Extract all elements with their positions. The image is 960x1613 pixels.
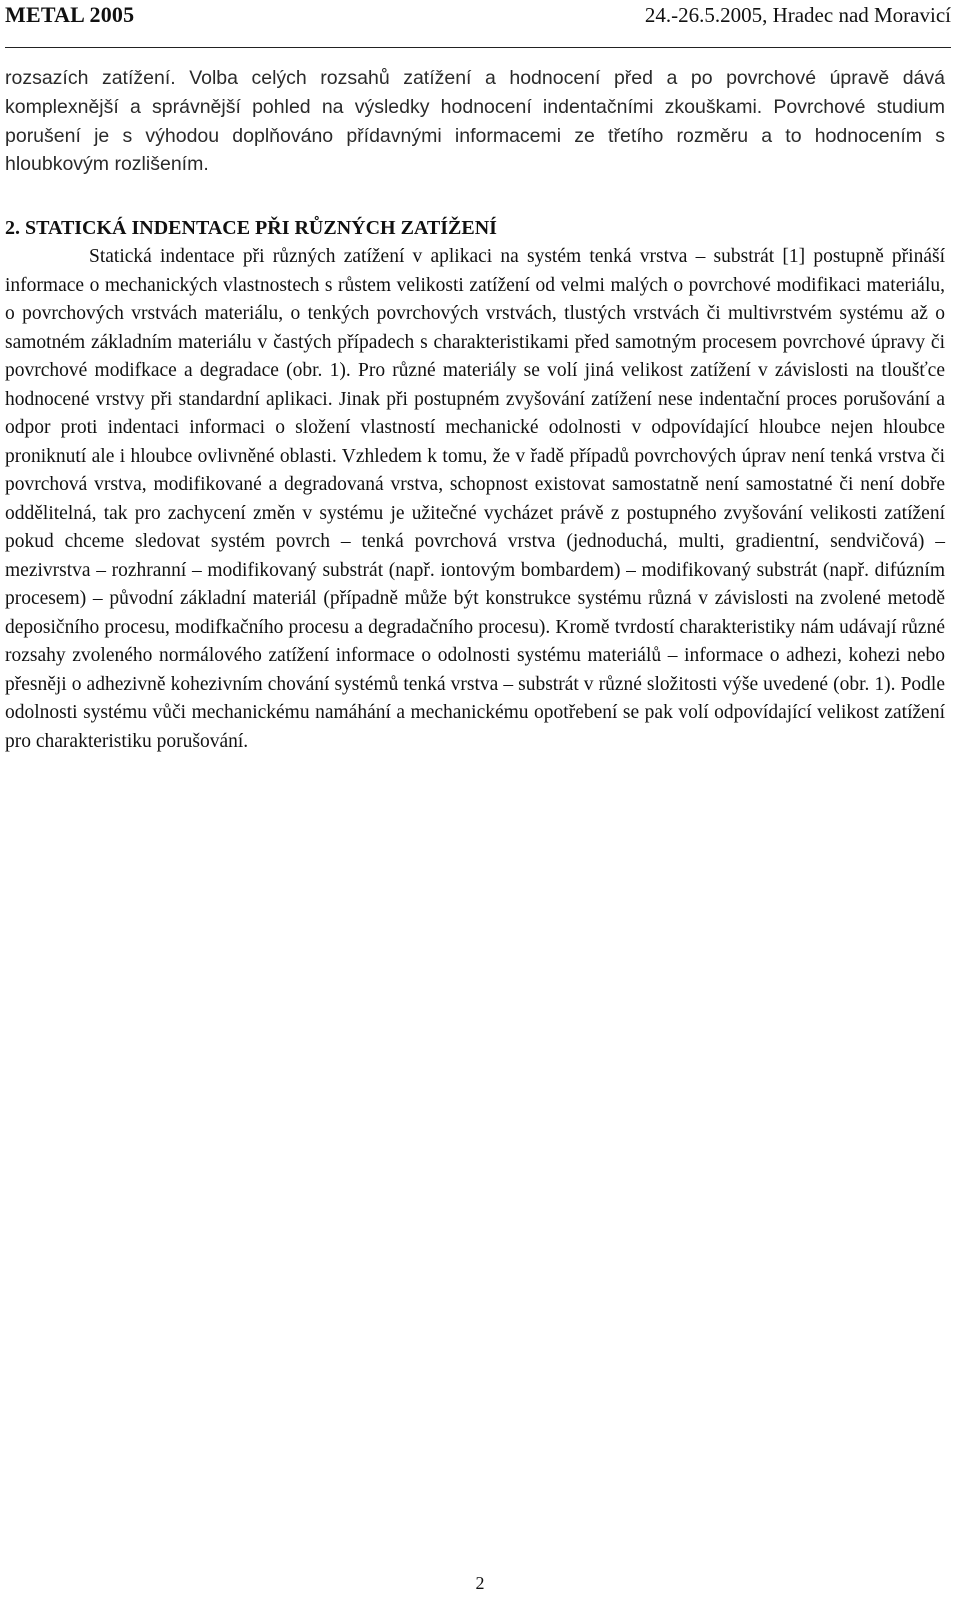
header-divider xyxy=(5,47,951,48)
page-number: 2 xyxy=(475,1573,485,1593)
page-header xyxy=(5,0,951,46)
section-heading: 2. STATICKÁ INDENTACE PŘI RŮZNÝCH ZATÍŽENÍ xyxy=(5,217,497,239)
conference-date-location: 24.-26.5.2005, Hradec nad Moravicí xyxy=(644,3,951,27)
intro-paragraph: rozsazích zatížení. Volba celých rozsahů zatížení a hodnocení před a po povrchové úpravě dává komplexnější a správnější pohled na výsledky hodnocení indentačními zkouškami. Povrchové studium porušení je s výhodou doplňováno přídavnými informacemi ze třetího rozměru a to hodnocením s hloubkovým rozlišením. xyxy=(5,67,945,176)
conference-title: METAL 2005 xyxy=(5,2,135,27)
section-paragraph: Statická indentace při různých zatížení v aplikaci na systém tenká vrstva – substrát [1] postupně přináší informace o mechanických vlastnostech s růstem velikosti zatížení od velmi malých o povrchové modifikaci materiálu, o povrchových vrstvách materiálu, o tenkých povrchových vrstvách, tlustých vrstvách či multivrstvém systému až o samotném základním materiálu v častých případech s charakteristikami před samotným procesem povrchové úpravy či povrchové modifkace a degradace (obr. 1). Pro různé materiály se volí jiná velikost zatížení v závislosti na tloušťce hodnocené vrstvy při standardní aplikaci. Jinak při postupném zvyšování zatížení nese indentační proces porušování a odpor proti indentaci informaci o složení vlastností mechanické odolnosti v odpovídající hloubce nejen hloubce proniknutí ale i hloubce ovlivněné oblasti. Vzhledem k tomu, že v řadě případů povrchových úprav není tenká vrstva či povrchová vrstva, modifikované a degradovaná vrstva, schopnost existovat samostatně není samostatné či není dobře oddělitelná, tak pro zachycení změn v systému je užitečné vycházet právě z postupného zvyšování velikosti zatížení pokud chceme sledovat systém povrch – tenká povrchová vrstva (jednoduchá, multi, gradientní, sendvičová) – mezivrstva – rozhranní – modifikovaný substrát (např. iontovým bombardem) – modifikovaný substrát (např. difúzním procesem) – původní základní materiál (případně může být konstrukce systému různá v závislosti na zvolené metodě deposičního procesu, modifkačního procesu a degradačního procesu). Kromě tvrdostí charakteristiky nám udávají různé rozsahy zvoleného normálového zatížení informace o odolnosti systému materiálů – informace o adhezi, kohezi nebo přesněji o adhezivně kohezivním chování systémů tenká vrstva – substrát v různé složitosti výše uvedené (obr. 1). Podle odolnosti systému vůči mechanickému namáhání a mechanickému opotřebení se pak volí odpovídající velikost zatížení pro charakteristiku porušování. xyxy=(5,246,945,752)
